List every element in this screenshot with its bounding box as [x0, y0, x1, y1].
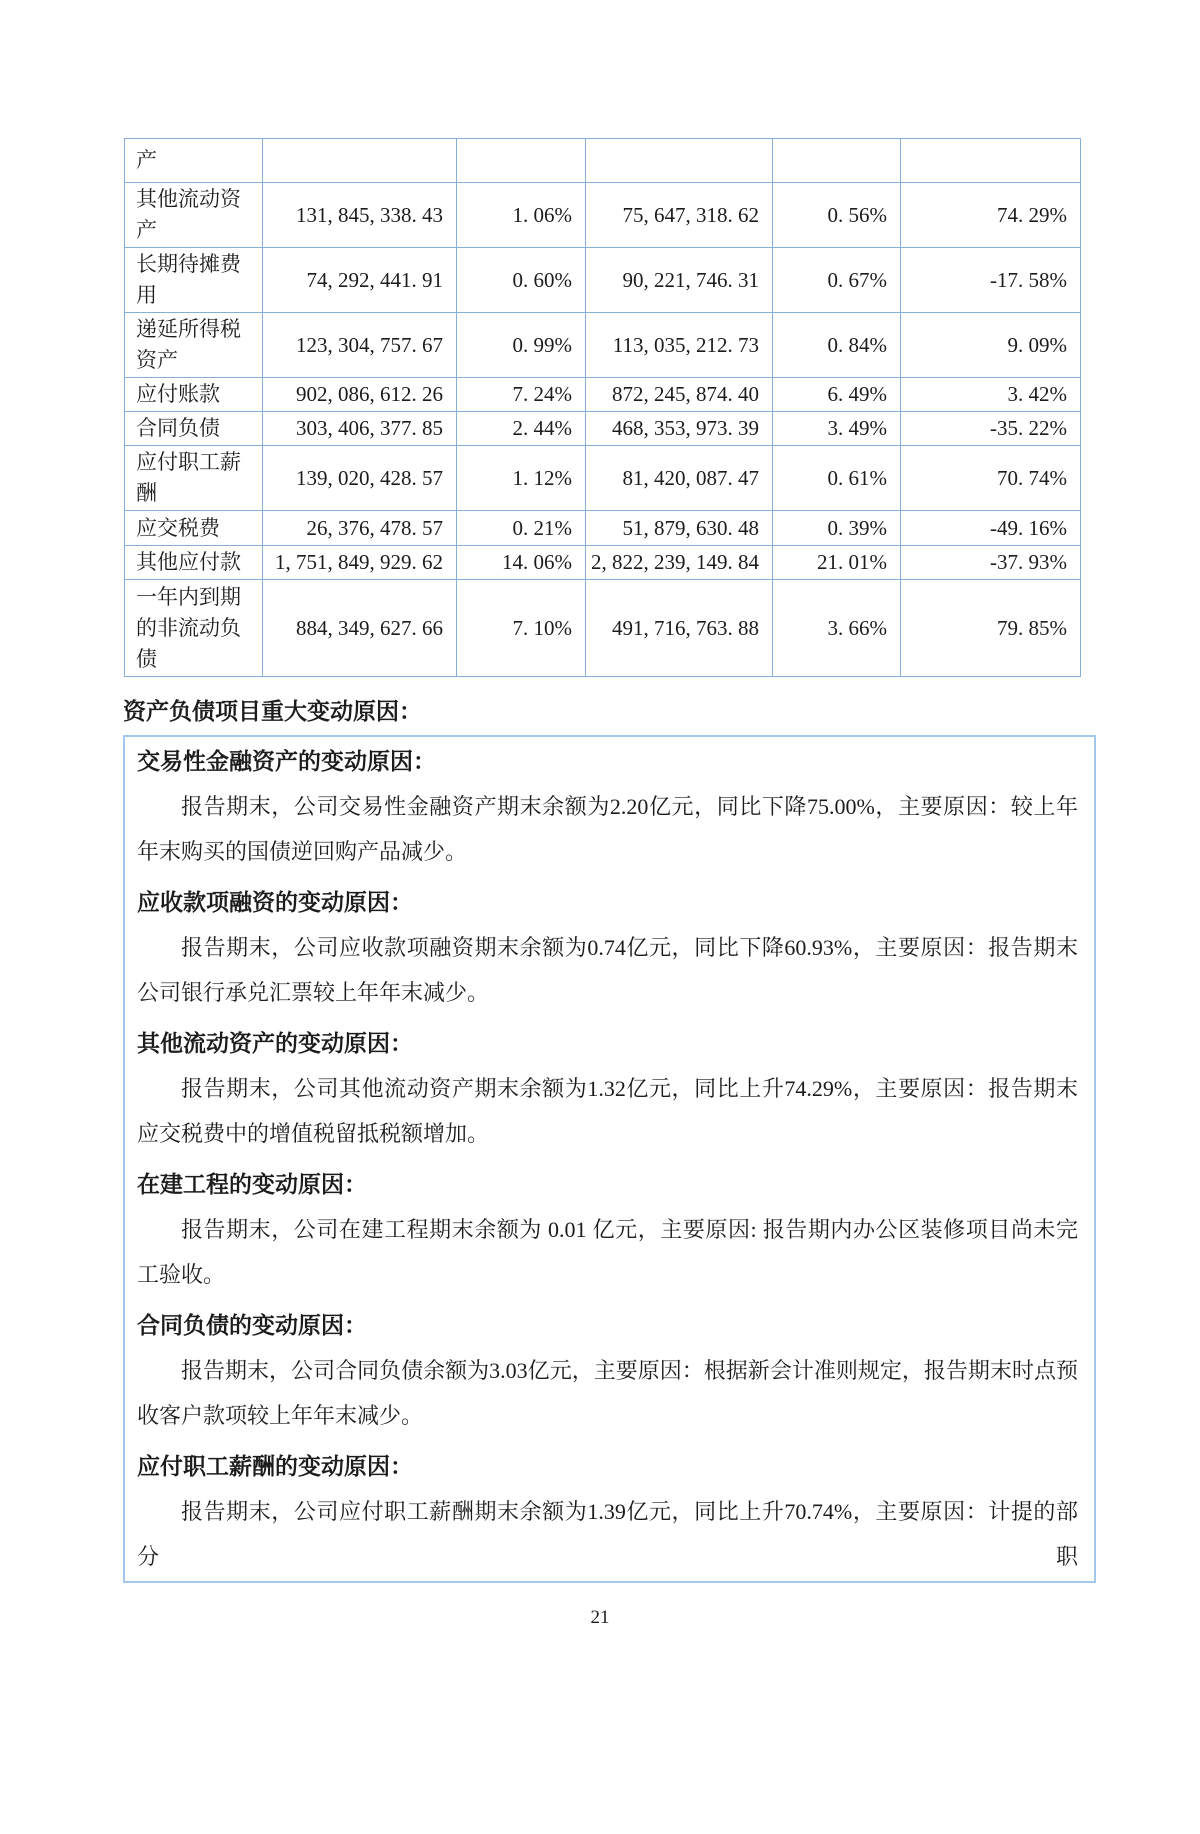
item-name-cell: 合同负债 — [125, 412, 263, 446]
ratio-cell: 2. 44% — [457, 412, 586, 446]
item-name-cell: 递延所得税资产 — [125, 313, 263, 378]
item-name-cell: 应付账款 — [125, 378, 263, 412]
reason-paragraph: 报告期末，公司合同负债余额为3.03亿元，主要原因：根据新会计准则规定，报告期末时点预收客户款项较上年年末减少。 — [137, 1358, 1078, 1428]
table-row — [125, 546, 1081, 580]
amount-cell: 26, 376, 478. 57 — [263, 511, 457, 546]
reason-paragraph: 报告期末，公司在建工程期末余额为 0.01 亿元，主要原因: 报告期内办公区装修项目尚未完工验收。 — [137, 1217, 1078, 1287]
amount-cell: 303, 406, 377. 85 — [263, 412, 457, 446]
prior-ratio-cell — [773, 139, 901, 183]
amount-cell: 139, 020, 428. 57 — [263, 446, 457, 511]
prior-amount-cell: 81, 420, 087. 47 — [586, 446, 773, 511]
table-row — [125, 183, 1081, 248]
amount-cell: 884, 349, 627. 66 — [263, 580, 457, 677]
amount-cell — [263, 139, 457, 183]
ratio-cell: 0. 60% — [457, 248, 586, 313]
reason-section — [137, 1162, 1078, 1297]
prior-amount-cell: 75, 647, 318. 62 — [586, 183, 773, 248]
reason-section — [137, 1021, 1078, 1156]
table-row — [125, 511, 1081, 546]
item-name-cell: 长期待摊费用 — [125, 248, 263, 313]
change-cell: -35. 22% — [901, 412, 1081, 446]
reason-heading: 在建工程的变动原因： — [137, 1172, 367, 1197]
reason-section — [137, 739, 1078, 874]
reason-heading: 交易性金融资产的变动原因： — [137, 749, 436, 774]
item-name-cell: 产 — [125, 139, 263, 183]
prior-amount-cell: 51, 879, 630. 48 — [586, 511, 773, 546]
item-name-cell: 应交税费 — [125, 511, 263, 546]
change-cell: 9. 09% — [901, 313, 1081, 378]
reason-paragraph: 报告期末，公司其他流动资产期末余额为1.32亿元，同比上升74.29%，主要原因：报告期末应交税费中的增值税留抵税额增加。 — [137, 1076, 1078, 1146]
reason-section — [137, 880, 1078, 1015]
ratio-cell — [457, 139, 586, 183]
table-row — [125, 313, 1081, 378]
reason-heading: 其他流动资产的变动原因： — [137, 1031, 413, 1056]
prior-ratio-cell: 3. 49% — [773, 412, 901, 446]
prior-amount-cell: 90, 221, 746. 31 — [586, 248, 773, 313]
prior-ratio-cell: 0. 56% — [773, 183, 901, 248]
item-name-cell: 应付职工薪酬 — [125, 446, 263, 511]
reason-heading: 合同负债的变动原因： — [137, 1313, 367, 1338]
item-name-cell: 其他应付款 — [125, 546, 263, 580]
change-cell: 70. 74% — [901, 446, 1081, 511]
table-row — [125, 446, 1081, 511]
prior-ratio-cell: 0. 39% — [773, 511, 901, 546]
prior-ratio-cell: 0. 61% — [773, 446, 901, 511]
reason-paragraph: 报告期末，公司交易性金融资产期末余额为2.20亿元，同比下降75.00%，主要原因：较上年年末购买的国债逆回购产品减少。 — [137, 794, 1078, 864]
table-row — [125, 139, 1081, 183]
change-cell: -49. 16% — [901, 511, 1081, 546]
ratio-cell: 7. 10% — [457, 580, 586, 677]
prior-ratio-cell: 6. 49% — [773, 378, 901, 412]
reason-heading: 应付职工薪酬的变动原因： — [137, 1454, 413, 1479]
change-cell: 74. 29% — [901, 183, 1081, 248]
prior-ratio-cell: 0. 67% — [773, 248, 901, 313]
amount-cell: 902, 086, 612. 26 — [263, 378, 457, 412]
section-heading: 资产负债项目重大变动原因： — [123, 699, 422, 724]
change-cell: -37. 93% — [901, 546, 1081, 580]
table-row — [125, 378, 1081, 412]
change-cell: 3. 42% — [901, 378, 1081, 412]
reason-section — [137, 1444, 1078, 1579]
reason-heading: 应收款项融资的变动原因： — [137, 890, 413, 915]
prior-ratio-cell: 21. 01% — [773, 546, 901, 580]
page-number: 21 — [590, 1607, 610, 1628]
change-cell: 79. 85% — [901, 580, 1081, 677]
table-row — [125, 248, 1081, 313]
change-cell: -17. 58% — [901, 248, 1081, 313]
prior-amount-cell: 491, 716, 763. 88 — [586, 580, 773, 677]
prior-ratio-cell: 0. 84% — [773, 313, 901, 378]
amount-cell: 1, 751, 849, 929. 62 — [263, 546, 457, 580]
amount-cell: 123, 304, 757. 67 — [263, 313, 457, 378]
prior-amount-cell: 113, 035, 212. 73 — [586, 313, 773, 378]
prior-amount-cell: 872, 245, 874. 40 — [586, 378, 773, 412]
ratio-cell: 1. 06% — [457, 183, 586, 248]
item-name-cell: 一年内到期的非流动负债 — [125, 580, 263, 677]
ratio-cell: 1. 12% — [457, 446, 586, 511]
prior-amount-cell — [586, 139, 773, 183]
reason-paragraph: 报告期末，公司应收款项融资期末余额为0.74亿元，同比下降60.93%，主要原因：报告期末公司银行承兑汇票较上年年末减少。 — [137, 935, 1078, 1005]
change-cell — [901, 139, 1081, 183]
report-page — [0, 138, 1200, 1834]
balance-sheet-table — [124, 138, 1081, 677]
reason-paragraph: 报告期末，公司应付职工薪酬期末余额为1.39亿元，同比上升70.74%，主要原因：计提的部分职 — [137, 1499, 1078, 1569]
ratio-cell: 14. 06% — [457, 546, 586, 580]
reasons-box — [123, 735, 1096, 1583]
prior-amount-cell: 468, 353, 973. 39 — [586, 412, 773, 446]
table-row — [125, 580, 1081, 677]
item-name-cell: 其他流动资产 — [125, 183, 263, 248]
prior-amount-cell: 2, 822, 239, 149. 84 — [586, 546, 773, 580]
ratio-cell: 0. 21% — [457, 511, 586, 546]
amount-cell: 74, 292, 441. 91 — [263, 248, 457, 313]
ratio-cell: 0. 99% — [457, 313, 586, 378]
reason-section — [137, 1303, 1078, 1438]
table-row — [125, 412, 1081, 446]
ratio-cell: 7. 24% — [457, 378, 586, 412]
amount-cell: 131, 845, 338. 43 — [263, 183, 457, 248]
prior-ratio-cell: 3. 66% — [773, 580, 901, 677]
